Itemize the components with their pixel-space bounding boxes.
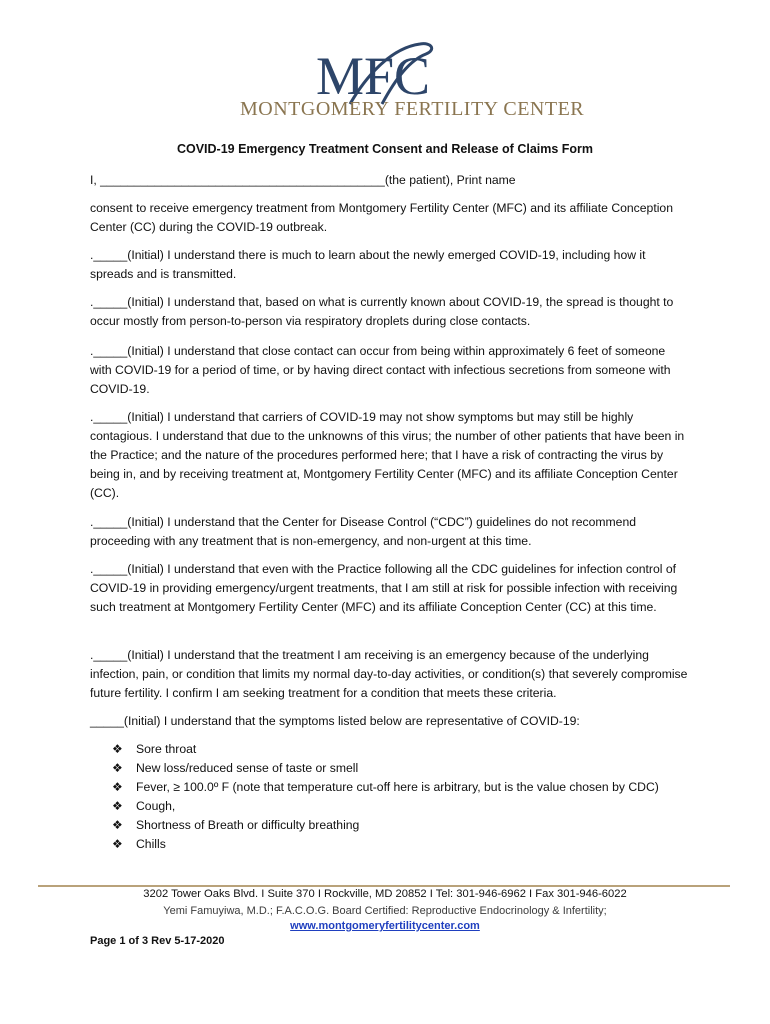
symptom-text: Shortness of Breath or difficulty breathing xyxy=(136,818,360,832)
symptom-item xyxy=(112,835,672,854)
initial-paragraph: ._____(Initial) I understand that even with the Practice following all the CDC guidelines for infection control of COVID-19 in providing emergency/urgent treatments, that I am still at risk for possible infection with receiving such treatment at Montgomery Fertility Center (MFC) and its affiliate Conception Center (CC) at this time. xyxy=(90,562,678,614)
diamond-bullet-icon: ❖ xyxy=(112,742,123,756)
symptom-text: Chills xyxy=(136,837,166,851)
logo-name: MONTGOMERY FERTILITY CENTER xyxy=(240,98,585,120)
diamond-bullet-icon: ❖ xyxy=(112,837,123,851)
initial-paragraph: ._____(Initial) I understand that, based on what is currently known about COVID-19, the spread is thought to occur mostly from person-to-person via respiratory droplets during close contacts. xyxy=(90,295,674,328)
name-line: I, __________________________________________(the patient), Print name xyxy=(90,173,516,187)
footer-doctor: Yemi Famuyiwa, M.D.; F.A.C.O.G. Board Certified: Reproductive Endocrinology & Infertility; xyxy=(163,905,607,917)
initial-paragraph: ._____(Initial) I understand that close contact can occur from being within approximately 6 feet of someone with COVID-19 for a period of time, or by having direct contact with infectious secretions from someone with COVID-19. xyxy=(90,344,671,396)
diamond-bullet-icon: ❖ xyxy=(112,818,123,832)
symptom-list xyxy=(112,740,672,854)
consent-statement: consent to receive emergency treatment from Montgomery Fertility Center (MFC) and its affiliate Conception Center (CC) during the COVID-19 outbreak. xyxy=(90,201,673,234)
initial-paragraph: ._____(Initial) I understand that carriers of COVID-19 may not show symptoms but may still be highly contagious. I understand that due to the unknowns of this virus; the number of other patients that have been in the Practice; and the nature of the procedures performed here; that I have a risk of contracting the virus by being in, and by receiving treatment at, Montgomery Fertility Center (MFC) and its affiliate Conception Center (CC). xyxy=(90,410,685,500)
symptom-text: Fever, ≥ 100.0º F (note that temperature cut-off here is arbitrary, but is the value chosen by CDC) xyxy=(136,780,659,794)
form-title: COVID-19 Emergency Treatment Consent and Release of Claims Form xyxy=(176,142,594,156)
mfc-logo xyxy=(240,36,585,126)
symptom-item xyxy=(112,816,672,835)
symptom-text: New loss/reduced sense of taste or smell xyxy=(136,761,359,775)
symptom-item xyxy=(112,759,672,778)
symptom-item xyxy=(112,740,672,759)
page-number: Page 1 of 3 Rev 5-17-2020 xyxy=(90,935,225,947)
diamond-bullet-icon: ❖ xyxy=(112,799,123,813)
symptom-item xyxy=(112,778,672,797)
symptoms-intro: _____(Initial) I understand that the symptoms listed below are representative of COVID-19: xyxy=(90,714,580,728)
initial-paragraph: ._____(Initial) I understand that the treatment I am receiving is an emergency because of the underlying infection, pain, or condition that limits my normal day-to-day activities, or condition(s) that severely compromise future fertility. I confirm I am seeking treatment for a condition that meets these criteria. xyxy=(90,648,688,700)
diamond-bullet-icon: ❖ xyxy=(112,761,123,775)
diamond-bullet-icon: ❖ xyxy=(112,780,123,794)
symptom-item xyxy=(112,797,672,816)
footer-address: 3202 Tower Oaks Blvd. I Suite 370 I Rockville, MD 20852 I Tel: 301-946-6962 I Fax 301-946-6022 xyxy=(143,888,627,900)
footer-divider xyxy=(38,885,730,887)
symptom-text: Cough, xyxy=(136,799,176,813)
logo-initials: MFC xyxy=(316,46,431,106)
initial-paragraph: ._____(Initial) I understand there is much to learn about the newly emerged COVID-19, including how it spreads and is transmitted. xyxy=(90,248,646,281)
initial-paragraph: ._____(Initial) I understand that the Center for Disease Control (“CDC”) guidelines do not recommend proceeding with any treatment that is non-emergency, and non-urgent at this time. xyxy=(90,515,636,548)
symptom-text: Sore throat xyxy=(136,742,197,756)
website-link[interactable]: www.montgomeryfertilitycenter.com xyxy=(290,920,480,932)
